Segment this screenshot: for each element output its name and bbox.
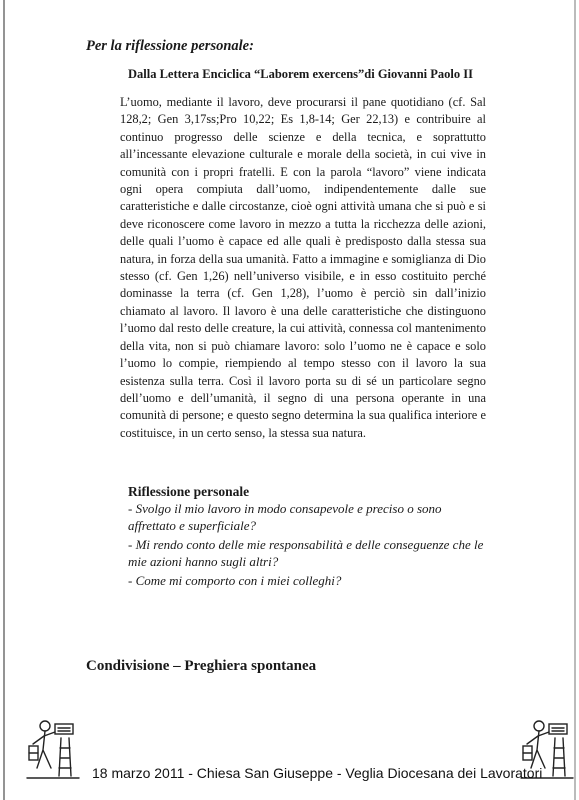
reflection-questions [128, 500, 490, 591]
encyclical-excerpt [120, 94, 486, 442]
body-paragraph: L’uomo, mediante il lavoro, deve procurarsi il pane quotidiano (cf. Sal 128,2; Gen 3,17ss;Pro 10,22; Es 1,8-14; Ger 22,13) e contribuire al continuo progresso delle scienze e della tecnica, e soprattutto all’incessante elevazione culturale e morale della società, in cui vive in comunità con i propri fratelli. E con la parola “lavoro” viene indicata ogni opera compiuta dall’uomo, indipendentemente dalle sue caratteristiche e dalle circostanze, cioè ogni attività umana che si può e si deve riconoscere come lavoro in mezzo a tutta la ricchezza delle azioni, delle quali l’uomo è capace ed alle quali è predisposto dalla stessa sua natura, in forza della sua umanità. Fatto a immagine e somiglianza di Dio stesso (cf. Gen 1,26) nell’universo visibile, e in esso costituito perché dominasse la terra (cf. Gen 1,28), l’uomo è perciò sin dall’inizio chiamato al lavoro. Il lavoro è una delle caratteristiche che distinguono l’uomo dal resto delle creature, la cui attività, connessa col mantenimento della vita, non si può chiamare lavoro: solo l’uomo ne è capace e solo l’uomo lo compie, riempiendo al tempo stesso con il lavoro la sua esistenza sulla terra. Così il lavoro porta su di sé un particolare segno dell’uomo e dell’umanità, il segno di una persona operante in una comunità di persone; e questo segno determina la sua qualifica interiore e costituisce, in un certo senso, la stessa sua natura. [120, 95, 486, 440]
reflection-question: - Svolgo il mio lavoro in modo consapevole e preciso o sono affrettato e superficiale? [128, 501, 442, 533]
reflection-question: - Come mi comporto con i miei colleghi? [128, 573, 342, 588]
document-title: Dalla Lettera Enciclica “Laborem exercens”di Giovanni Paolo II [128, 67, 473, 81]
reflection-heading: Riflessione personale [128, 484, 250, 499]
section-label: Per la riflessione personale: [86, 38, 254, 54]
scan-edge-right [574, 0, 576, 800]
reflection-question: - Mi rendo conto delle mie responsabilità e delle conseguenze che le mie azioni hanno sugli altri? [128, 537, 484, 569]
workers-illustration-icon [25, 716, 81, 782]
scan-edge-left [3, 0, 5, 800]
footer-event-line: 18 marzo 2011 - Chiesa San Giuseppe - Veglia Diocesana dei Lavoratori [92, 765, 543, 781]
sharing-heading: Condivisione – Preghiera spontanea [86, 658, 317, 674]
